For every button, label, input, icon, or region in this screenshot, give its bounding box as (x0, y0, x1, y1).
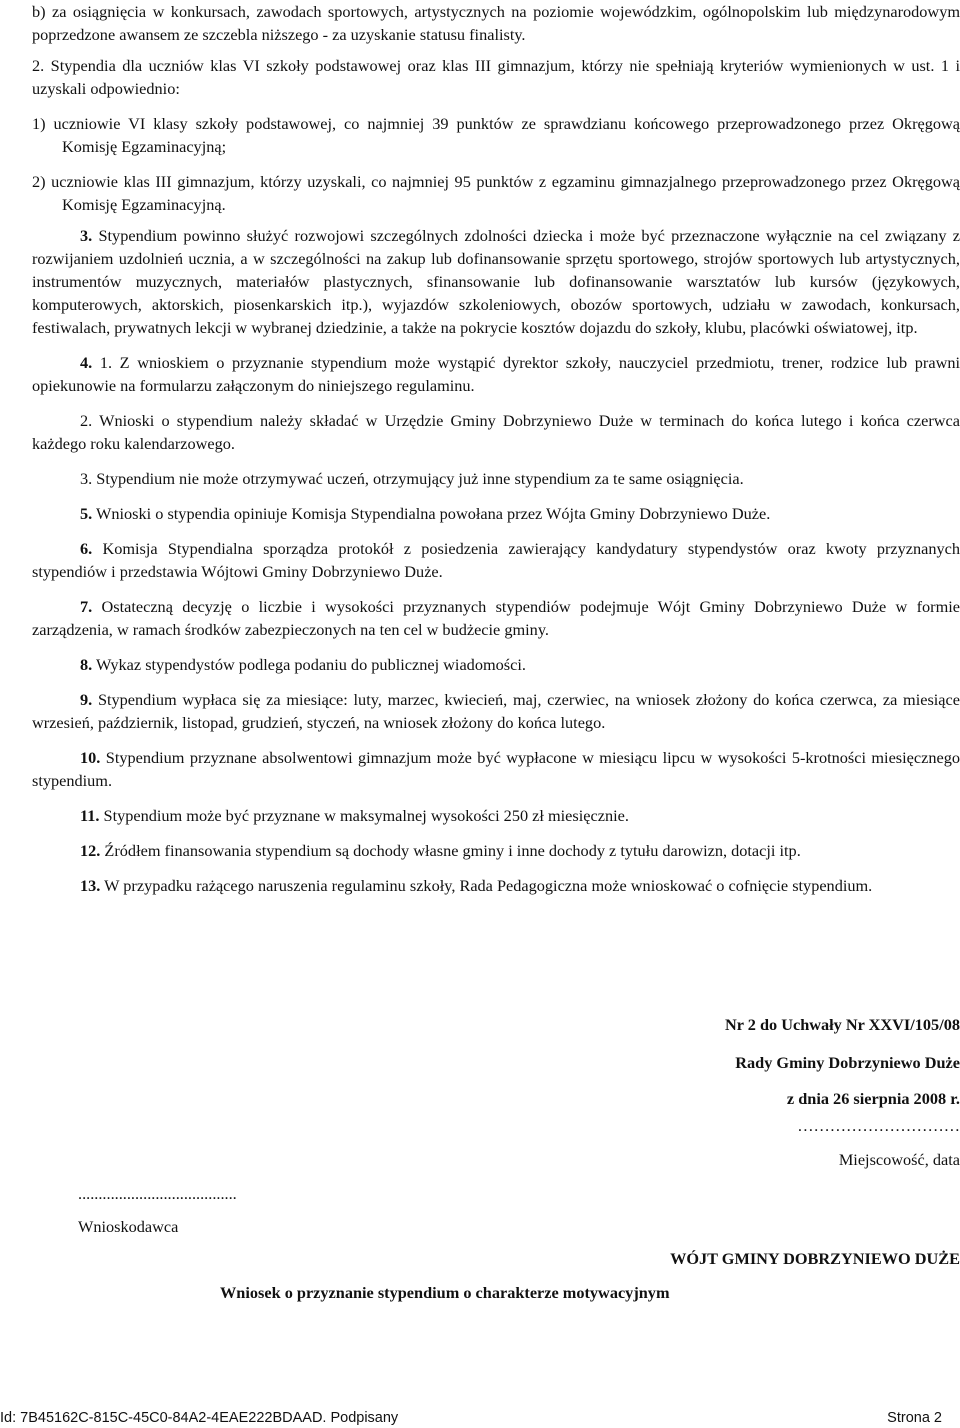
paragraph-number: 9. (80, 690, 93, 709)
paragraph-text: Stypendia dla uczniów klas VI szkoły podstawowej oraz klas III gimnazjum, którzy nie spełniają kryteriów wymienionych w ust. 1 i uzyskali odpowiednio: (32, 56, 960, 98)
regulation-text (32, 0, 960, 897)
paragraph-text: Źródłem finansowania stypendium są dochody własne gminy i inne dochody z tytułu darowizn, dotacji itp. (100, 841, 801, 860)
place-date-label: Miejscowość, data (838, 1150, 960, 1169)
paragraph-number: 2. (32, 56, 45, 75)
paragraph-text: Wykaz stypendystów podlega podaniu do publicznej wiadomości. (92, 655, 526, 674)
paragraph-number: 12. (80, 841, 101, 860)
paragraph-4-3: 3. Stypendium nie może otrzymywać uczeń, otrzymujący już inne stypendium za te same osiągnięcia. (80, 469, 744, 488)
paragraph-text: Komisja Stypendialna sporządza protokół z posiedzenia zawierający kandydatury stypendystów oraz kwoty przyznanych stypendiów i przedstawia Wójtowi Gminy Dobrzyniewo Duże. (32, 539, 960, 581)
page-footer (0, 1408, 960, 1428)
paragraph-13 (32, 874, 960, 897)
paragraph-4-2: 2. Wnioski o stypendium należy składać w Urzędzie Gminy Dobrzyniewo Duże w terminach do końca lutego i końca czerwca każdego roku kalendarzowego. (32, 411, 960, 453)
paragraph-b: b) za osiągnięcia w konkursach, zawodach sportowych, artystycznych na poziomie wojewódzkim, ogólnopolskim lub międzynarodowym poprzedzone awansem ze szczebla niższego - za uzyskanie statusu finalisty. (32, 2, 960, 44)
paragraph-text: 1. Z wnioskiem o przyznanie stypendium może wystąpić dyrektor szkoły, nauczyciel przedmiotu, trener, rodzice lub prawni opiekunowie na formularzu załączonym do niniejszego regulaminu. (32, 353, 960, 395)
paragraph-11 (32, 804, 960, 827)
paragraph-9 (32, 688, 960, 734)
paragraph-number: 3. (80, 226, 93, 245)
applicant-label: Wnioskodawca (78, 1217, 179, 1236)
list-item: 1) uczniowie VI klasy szkoły podstawowej, co najmniej 39 punktów ze sprawdzianu końcowego przeprowadzonego przez Okręgową Komisję Egzaminacyjną; (32, 114, 960, 156)
paragraph-number: 7. (80, 597, 93, 616)
addressee: WÓJT GMINY DOBRZYNIEWO DUŻE (670, 1249, 960, 1268)
paragraph-text: Stypendium powinno służyć rozwojowi szczególnych zdolności dziecka i może być przeznaczone wyłącznie na cel związany z rozwijaniem uzdolnień ucznia, a w szczególności na zakup lub dofinansowanie sprzętu sportowego, strojów sportowych lub artystycznych, instrumentów muzycznych, materiałów plastycznych, sfinansowanie lub dofinansowanie warsztatów lub kursów (językowych, komputerowych, aktorskich, piosenkarskich itp.), wyjazdów szkoleniowych, obozów sportowych, udziału w zawodach, konkursach, festiwalach, prywatnych lekcji w wybranej dziedzinie, a także na pokrycie kosztów dojazdu do szkoły, klubu, placówki oświatowej, itp. (32, 226, 960, 337)
paragraph-number: 11. (80, 806, 100, 825)
paragraph-text: Wnioski o stypendia opiniuje Komisja Stypendialna powołana przez Wójta Gminy Dobrzyniewo Duże. (92, 504, 771, 523)
paragraph-2 (32, 54, 960, 100)
list-item: 2) uczniowie klas III gimnazjum, którzy uzyskali, co najmniej 95 punktów z egzaminu gimnazjalnego przeprowadzonego przez Okręgową Komisję Egzaminacyjną. (32, 172, 960, 214)
paragraph-3 (32, 224, 960, 339)
paragraph-number: 4. (80, 353, 93, 372)
applicant-field (78, 1182, 378, 1238)
form-title: Wniosek o przyznanie stypendium o charakterze motywacyjnym (220, 1283, 670, 1302)
paragraph-number: 10. (80, 748, 101, 767)
paragraph-text: W przypadku rażącego naruszenia regulaminu szkoły, Rada Pedagogiczna może wnioskować o cofnięcie stypendium. (100, 876, 873, 895)
paragraph-number: 6. (80, 539, 93, 558)
paragraph-number: 5. (80, 504, 93, 523)
attachment-line: z dnia 26 sierpnia 2008 r. (786, 1089, 960, 1108)
paragraph-5 (32, 502, 960, 525)
attachment-header (560, 1012, 960, 1112)
paragraph-10 (32, 746, 960, 792)
attachment-line: Nr 2 do Uchwały Nr XXVI/105/08 (724, 1015, 960, 1034)
paragraph-6 (32, 537, 960, 583)
applicant-dots: ....................................... (78, 1184, 237, 1203)
attachment-line: Rady Gminy Dobrzyniewo Duże (735, 1053, 960, 1072)
paragraph-text: Ostateczną decyzję o liczbie i wysokości przyznanych stypendiów podejmuje Wójt Gminy Dobrzyniewo Duże w formie zarządzenia, w ramach środków zabezpieczonych na ten cel w budżecie gminy. (32, 597, 960, 639)
paragraph-number: 13. (80, 876, 101, 895)
place-date-field (660, 1114, 960, 1171)
paragraph-text: Stypendium przyznane absolwentowi gimnazjum może być wypłacone w miesiącu lipcu w wysokości 5-krotności miesięcznego stypendium. (32, 748, 960, 790)
place-date-dots: ………………………… (797, 1116, 960, 1135)
paragraph-text: Stypendium wypłaca się za miesiące: luty, marzec, kwiecień, maj, czerwiec, na wniosek złożony do końca czerwca, za miesiące wrzesień, październik, listopad, grudzień, styczeń, na wniosek złożony do końca lutego. (32, 690, 960, 732)
document-id: Id: 7B45162C-815C-45C0-84A2-4EAE222BDAAD. Podpisany (0, 1410, 399, 1426)
paragraph-7 (32, 595, 960, 641)
paragraph-number: 8. (80, 655, 93, 674)
page-number: Strona 2 (887, 1410, 942, 1426)
paragraph-text: Stypendium może być przyznane w maksymalnej wysokości 250 zł miesięcznie. (99, 806, 629, 825)
paragraph-4-1 (32, 351, 960, 397)
paragraph-8 (32, 653, 960, 676)
paragraph-12 (32, 839, 960, 862)
